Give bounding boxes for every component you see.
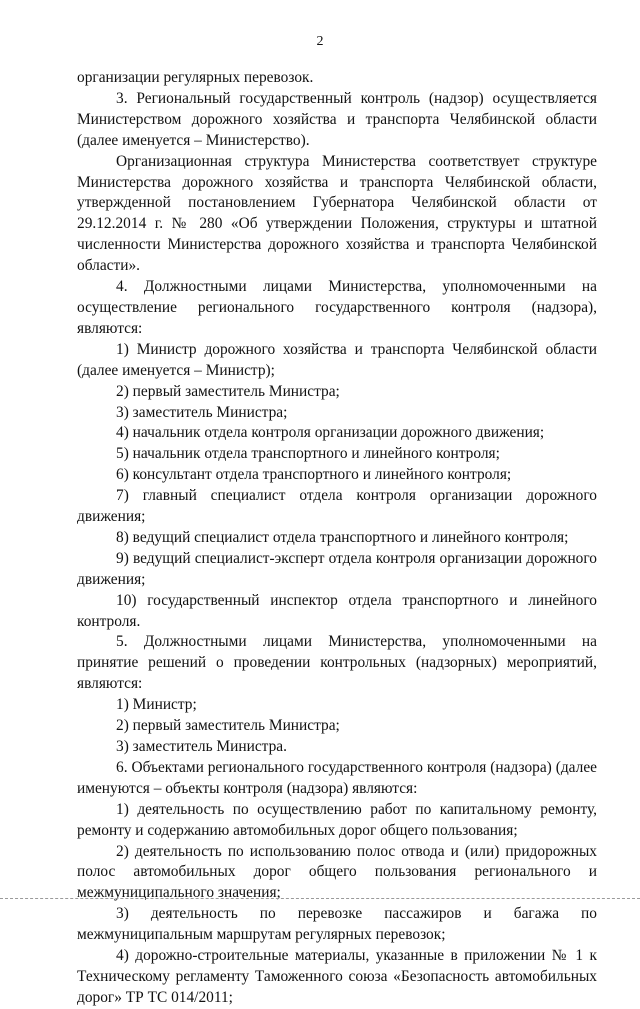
list-item: 10) государственный инспектор отдела транспортного и линейного контроля. [77,591,597,630]
page-number: 2 [316,34,324,49]
list-item: 9) ведущий специалист-эксперт отдела контроля организации дорожного движения; [77,549,597,588]
list-item: 3) заместитель Министра; [116,403,288,421]
list-item: 1) Министр дорожного хозяйства и транспорта Челябинской области (далее именуется – Министр); [77,340,597,379]
list-item: 6) консультант отдела транспортного и линейного контроля; [116,466,512,484]
page-bottom-edge [0,898,640,899]
list-item: 2) первый заместитель Министра; [116,382,340,400]
list-item: 1) деятельность по осуществлению работ по капитальному ремонту, ремонту и содержанию автомобильных дорог общего пользования; [77,800,597,839]
list-item: 2) деятельность по использованию полос отвода и (или) придорожных полос автомобильных дорог общего пользования регионального и межмуниципального значения; [77,842,597,902]
list-item: 3) заместитель Министра. [116,738,287,755]
paragraph: организации регулярных перевозок. [77,69,314,86]
list-item: 7) главный специалист отдела контроля организации дорожного движения; [77,487,597,526]
document-body [77,68,597,1009]
paragraph: 5. Должностными лицами Министерства, уполномоченными на принятие решений о проведении контрольных (надзорных) мероприятий, являются: [77,633,597,693]
list-item: 4) дорожно-строительные материалы, указанные в приложении № 1 к Техническому регламенту Таможенного союза «Безопасность автомобильных дорог» ТР ТС 014/2011; [77,947,597,1006]
paragraph: 4. Должностными лицами Министерства, уполномоченными на осуществление регионального государственного контроля (надзора), являются: [77,278,597,337]
paragraph: 6. Объектами регионального государственного контроля (надзора) (далее именуются – объекты контроля (надзора) являются: [77,758,597,797]
list-item: 2) первый заместитель Министра; [116,717,340,735]
list-item: 5) начальник отдела транспортного и линейного контроля; [116,445,500,463]
list-item: 8) ведущий специалист отдела транспортного и линейного контроля; [116,528,569,546]
list-item: 1) Министр; [116,696,197,714]
paragraph: 3. Региональный государственный контроль (надзор) осуществляется Министерством дорожного хозяйства и транспорта Челябинской области (далее именуется – Министерство). [77,89,597,149]
list-item: 4) начальник отдела контроля организации дорожного движения; [116,424,545,442]
paragraph: Организационная структура Министерства соответствует структуре Министерства дорожного хозяйства и транспорта Челябинской области, утвержденной постановлением Губернатора Челябинской области от 29.12.2014 г. № 280 «Об утверждении Положения, структуры и штатной численности Министерства дорожного хозяйства и транспорта Челябинской области». [77,152,597,275]
list-item: 3) деятельность по перевозке пассажиров и багажа по межмуниципальным маршрутам регулярных перевозок; [77,905,597,944]
